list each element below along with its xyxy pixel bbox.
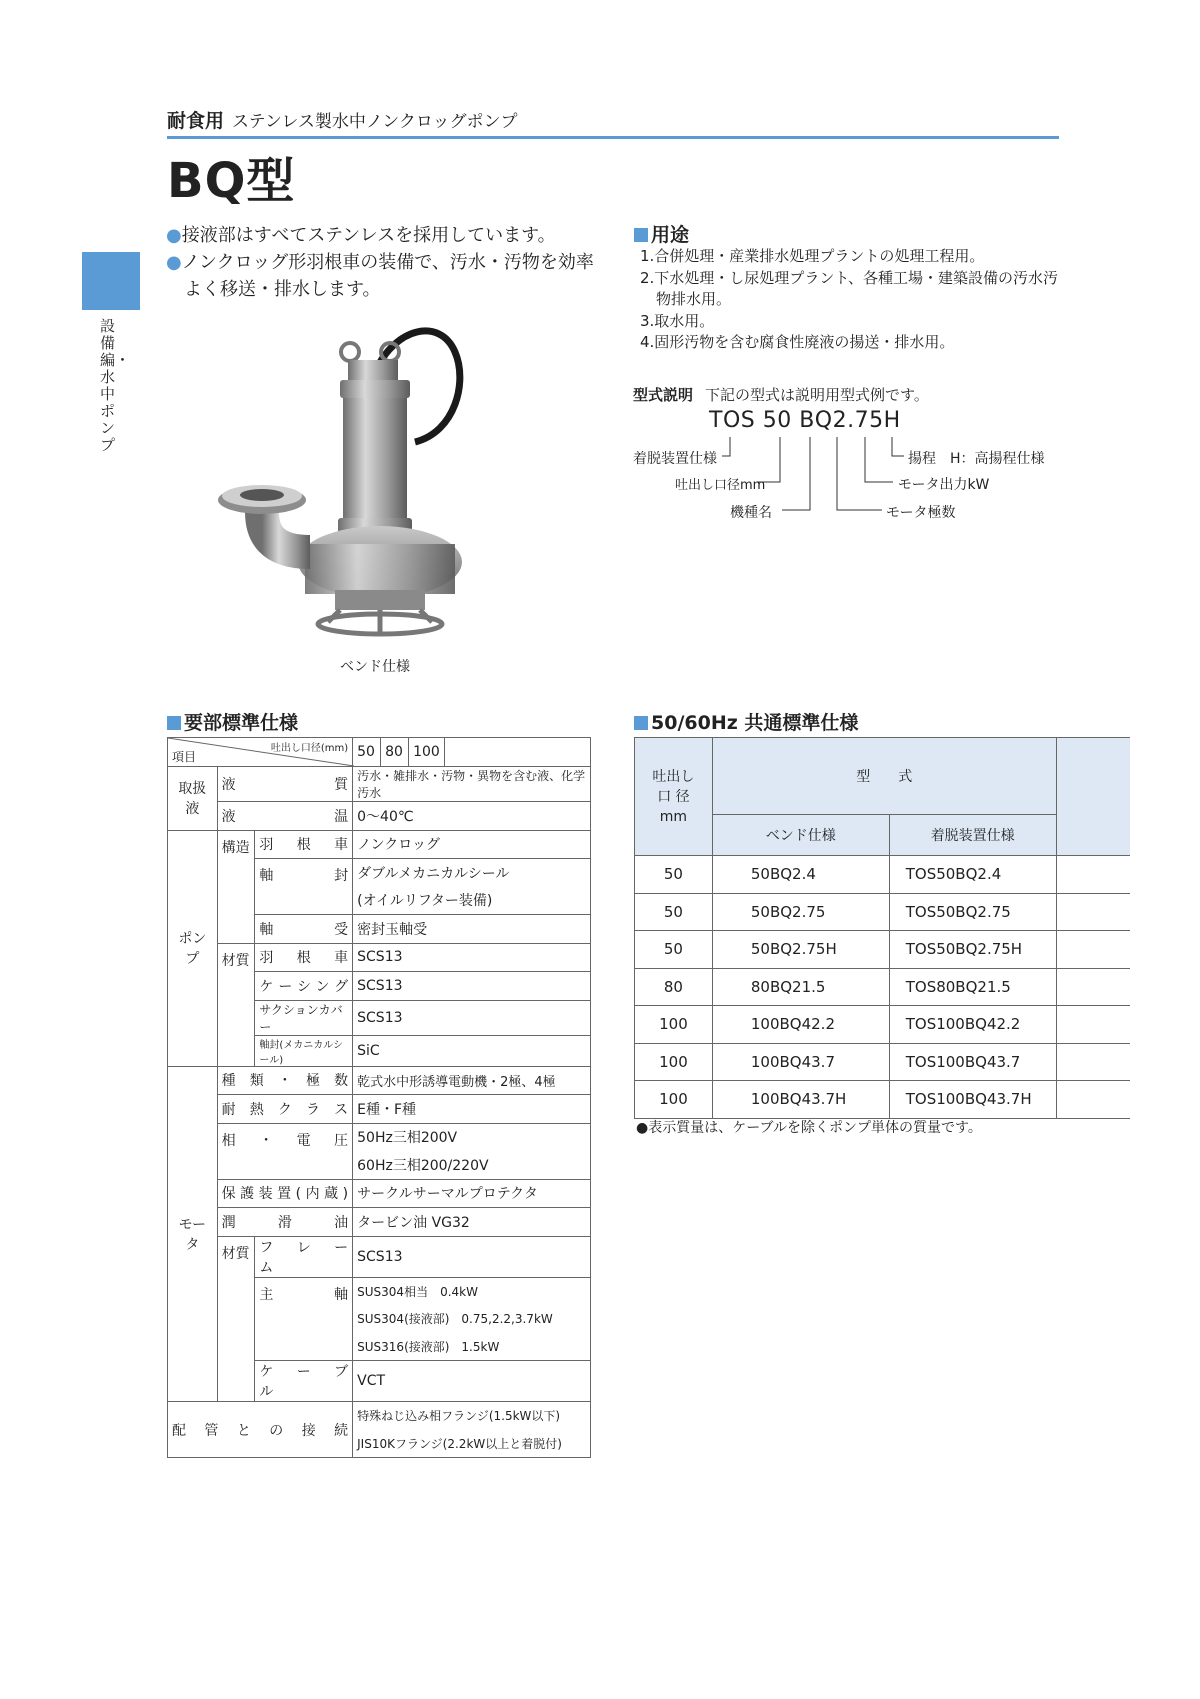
table-row: サクションカバー SCS13 [168, 1000, 591, 1035]
spec-corner-cell: 吐出し口径(mm) 項目 [168, 738, 353, 767]
table-row: 100 100BQ43.7 TOS100BQ43.7 [635, 1043, 1131, 1081]
label-power: モータ出力kW [898, 477, 990, 493]
size-header: 100 [409, 738, 445, 767]
feature-list [166, 222, 596, 303]
table-row: 100 100BQ42.2 TOS100BQ42.2 [635, 1006, 1131, 1044]
col-model-header: 型 式 [712, 738, 1056, 815]
spec-table [167, 737, 591, 1458]
label-type: 機種名 [730, 505, 772, 521]
label-poles: モータ極数 [886, 505, 956, 521]
table-row: SUS316(接液部) 1.5kW [168, 1333, 591, 1361]
label-bore: 吐出し口径mm [675, 478, 766, 493]
table-row: 潤 滑 油 タービン油 VG32 [168, 1208, 591, 1237]
section-square-icon [634, 228, 648, 242]
size-header: 80 [381, 738, 409, 767]
section-square-icon [634, 716, 648, 730]
uses-item: 4.固形汚物を含む腐食性廃液の揚送・排水用。 [640, 333, 955, 351]
common-spec-table [634, 737, 1130, 1119]
category-label: 耐食用 [167, 110, 225, 132]
uses-item: 3.取水用。 [640, 311, 715, 330]
table-row: 配 管 と の 接 続 特殊ねじ込み相フランジ(1.5kW以下) [168, 1402, 591, 1430]
feature-item: ●接液部はすべてステンレスを採用しています。 [166, 225, 556, 246]
uses-item: 1.合併処理・産業排水処理プラントの処理工程用。 [640, 247, 985, 265]
size-header: 50 [353, 738, 381, 767]
table-row: 耐 熱 ク ラ ス E種・F種 [168, 1095, 591, 1124]
table-row: SUS304(接液部) 0.75,2.2,3.7kW [168, 1305, 591, 1333]
table-row: 100 100BQ43.7H TOS100BQ43.7H [635, 1081, 1131, 1119]
spec-heading: 要部標準仕様 [167, 708, 298, 735]
feature-item: ●ノンクロッグ形羽根車の装備で、汚水・汚物を効率よく移送・排水します。 [166, 252, 594, 300]
side-tab-label: 設備編・水中ポンプ [100, 317, 131, 454]
header-divider [167, 136, 1059, 139]
pump-image [200, 322, 500, 652]
uses-item: 2.下水処理・し尿処理プラント、各種工場・建築設備の汚水汚物排水用。 [640, 268, 1058, 308]
table-row: 50 50BQ2.75H TOS50BQ2.75H [635, 931, 1131, 969]
table-row: 50 50BQ2.75 TOS50BQ2.75 [635, 893, 1131, 931]
model-explain-heading: 型式説明 下記の型式は説明用型式例です。 [633, 386, 929, 404]
table-row: 60Hz三相200/220V [168, 1151, 591, 1179]
section-square-icon [167, 716, 181, 730]
table-row: ケ ー ブ ル VCT [168, 1361, 591, 1402]
page-category [167, 106, 518, 133]
table-row: 主 軸 SUS304相当 0.4kW [168, 1277, 591, 1305]
table-row: 材質 羽 根 車 SCS13 [168, 943, 591, 972]
motor-group: モータ [168, 1066, 218, 1402]
side-tab-marker [82, 252, 140, 310]
table-row [168, 738, 591, 767]
table-row: (オイルリフター装備) [168, 887, 591, 915]
model-example: TOS 50 BQ2.75H [709, 408, 901, 433]
table-row: JIS10Kフランジ(2.2kW以上と着脱付) [168, 1430, 591, 1458]
table-row: 材質 フ レ ー ム SCS13 [168, 1236, 591, 1277]
table-row: 50 50BQ2.4 TOS50BQ2.4 [635, 856, 1131, 894]
table-row: 軸封(メカニカルシール) SiC [168, 1035, 591, 1066]
pump-group: ポンプ [168, 830, 218, 1066]
image-caption: ベンド仕様 [340, 659, 410, 675]
weight-note: ●表示質量は、ケーブルを除くポンプ単体の質量です。 [636, 1120, 982, 1136]
col-bend-header: ベンド仕様 [712, 815, 889, 856]
table-row: ポンプ 構造 羽 根 車 ノンクロッグ [168, 830, 591, 859]
liquid-group: 取扱液 [168, 767, 218, 831]
bullet-icon: ● [166, 252, 182, 273]
uses-heading: 用途 [634, 220, 689, 247]
page-subtitle: ステンレス製水中ノンクロッグポンプ [232, 112, 518, 132]
label-head: 揚程 H：高揚程仕様 [908, 451, 1045, 467]
col-bore-header: 吐出し 口 径 mm [635, 738, 713, 856]
col-detach-header: 着脱装置仕様 [889, 815, 1056, 856]
bullet-icon: ● [166, 225, 182, 246]
table-row: 80 80BQ21.5 TOS80BQ21.5 [635, 968, 1131, 1006]
table-row: 保護装置(内蔵) サークルサーマルプロテクタ [168, 1179, 591, 1208]
table-row: 相 ・ 電 圧 50Hz三相200V [168, 1123, 591, 1151]
table-row [635, 738, 1131, 815]
table-row: 取扱液 液 質 汚水・雑排水・汚物・異物を含む液、化学汚水 [168, 767, 591, 802]
table-row: 軸 封 ダブルメカニカルシール [168, 859, 591, 887]
table-row: 液 温 0～40℃ [168, 802, 591, 831]
page-title: BQ型 [167, 153, 296, 209]
uses-list [640, 246, 1060, 354]
common-heading: 50/60Hz 共通標準仕様 [634, 708, 858, 735]
table-row: 軸 受 密封玉軸受 [168, 915, 591, 944]
table-row: モータ 種 類 ・ 極 数 乾式水中形誘導電動機・2極、4極 [168, 1066, 591, 1095]
table-row: ケーシング SCS13 [168, 972, 591, 1001]
label-detach: 着脱装置仕様 [633, 451, 717, 467]
